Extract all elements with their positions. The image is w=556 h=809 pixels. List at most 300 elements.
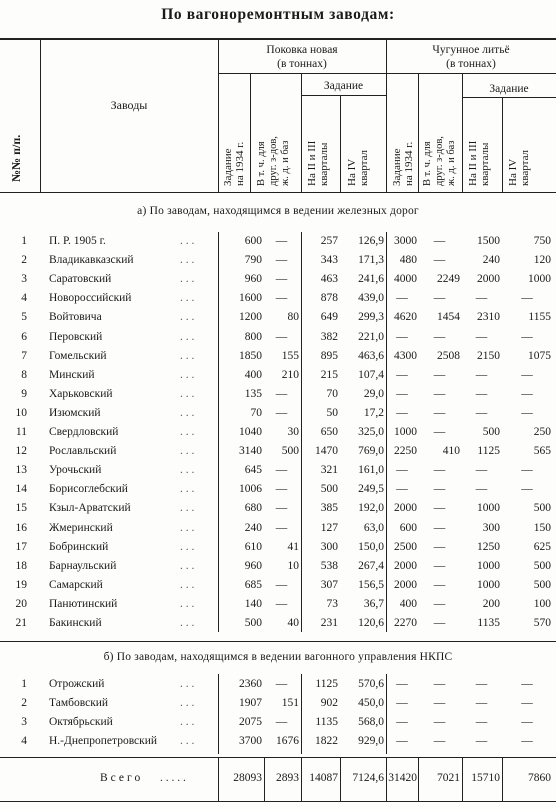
cell-value: — <box>433 387 446 400</box>
cell-value: 463,6 <box>358 349 384 362</box>
cell-value: — <box>521 735 533 747</box>
cell-value: 1000 <box>477 502 500 515</box>
cell-value: 2150 <box>477 349 500 362</box>
cell-value: 769,0 <box>358 445 384 458</box>
cell-value: — <box>475 678 488 690</box>
row-number: 9 <box>21 387 27 400</box>
cell-value: 1907 <box>239 697 262 709</box>
row-number: 3 <box>21 273 27 286</box>
dot-leader: . . . <box>180 254 195 267</box>
cell-value: 800 <box>244 330 262 343</box>
table-row <box>0 348 556 367</box>
dot-leader: . . . <box>180 368 195 381</box>
cell-value: — <box>275 235 288 247</box>
header-line: ж. д. и баз <box>446 140 457 186</box>
cell-value: 80 <box>287 311 299 324</box>
total-value: 14087 <box>309 772 338 784</box>
header-top-rule <box>0 38 556 40</box>
cell-value: 1000 <box>394 426 417 438</box>
cell-value: — <box>475 292 488 305</box>
plant-name: Свердловский <box>49 426 119 438</box>
cell-value: 600 <box>244 235 262 247</box>
header-line: Задание <box>222 148 234 186</box>
plant-name: Тамбовский <box>49 697 109 709</box>
cell-value: 685 <box>244 578 262 591</box>
cell-value: 625 <box>533 540 551 553</box>
cell-value: — <box>396 330 408 343</box>
cell-value: 645 <box>244 464 262 477</box>
cell-value: 73 <box>326 597 338 610</box>
dot-leader: . . . <box>180 502 195 515</box>
cell-value: 70 <box>326 387 338 400</box>
plant-name: Изюмский <box>49 406 101 419</box>
cell-value: 649 <box>320 311 338 324</box>
dot-leader: . . . <box>180 597 195 610</box>
cell-value: 1000 <box>477 559 500 572</box>
table-row <box>0 577 556 596</box>
cell-value: 2000 <box>394 578 417 591</box>
cell-value: — <box>433 559 446 572</box>
cell-value: — <box>433 678 446 690</box>
header-line: На IV <box>346 158 358 186</box>
cell-value: 600 <box>399 521 417 534</box>
cell-value: — <box>475 406 488 419</box>
cell-value: 2000 <box>394 559 417 572</box>
cell-value: — <box>396 387 408 400</box>
cell-value: 36,7 <box>363 597 384 610</box>
table-row <box>0 733 556 752</box>
cell-value: — <box>396 406 408 419</box>
cell-value: 1850 <box>239 349 262 362</box>
row-number: 2 <box>21 697 27 709</box>
table-row <box>0 676 556 695</box>
cell-value: 200 <box>482 597 500 610</box>
cell-value: — <box>433 716 446 728</box>
table-row <box>0 309 556 328</box>
total-label: Всего <box>100 772 144 784</box>
cell-value: 3000 <box>394 235 417 247</box>
cell-value: 1125 <box>315 678 338 690</box>
cell-value: 480 <box>399 254 417 267</box>
table-row <box>0 481 556 500</box>
cell-value: — <box>275 273 288 286</box>
dot-leader: . . . <box>180 521 195 534</box>
header-col-plants: Заводы <box>110 98 148 112</box>
cell-value: 610 <box>244 540 262 553</box>
header-divider <box>502 98 503 192</box>
cell-value: 2360 <box>239 678 262 690</box>
cell-value: — <box>521 716 533 728</box>
dot-leader: . . . <box>180 330 195 343</box>
dot-leader: . . . <box>180 426 195 438</box>
cell-value: 538 <box>320 559 338 572</box>
table-row <box>0 252 556 271</box>
cell-value: 439,0 <box>358 292 384 305</box>
cell-value: 3700 <box>239 735 262 747</box>
header-line: На II и III <box>306 140 318 186</box>
header-line: квартал <box>519 149 531 186</box>
row-number: 7 <box>21 349 27 362</box>
cell-value: 929,0 <box>358 735 384 747</box>
cell-value: — <box>521 483 533 496</box>
row-number: 15 <box>15 502 27 515</box>
header-casting-incl <box>422 136 458 186</box>
row-number: 21 <box>15 617 27 629</box>
cell-value: 299,3 <box>358 311 384 324</box>
cell-value: 2508 <box>437 349 460 362</box>
cell-value: 878 <box>320 292 338 305</box>
table-row <box>0 405 556 424</box>
cell-value: — <box>433 540 446 553</box>
header-forging-incl <box>256 136 292 186</box>
plant-name: Барнаульский <box>49 559 117 572</box>
header-group-casting-line1: Чугунное литьё <box>432 44 510 56</box>
table-row <box>0 539 556 558</box>
cell-value: 2075 <box>239 716 262 728</box>
plant-name: Саратовский <box>49 273 112 286</box>
cell-value: 2310 <box>477 311 500 324</box>
cell-value: 300 <box>320 540 338 553</box>
dot-leader: . . . <box>180 464 195 477</box>
cell-value: — <box>275 521 288 534</box>
cell-value: — <box>475 387 488 400</box>
cell-value: 240 <box>244 521 262 534</box>
row-number: 1 <box>21 235 27 247</box>
cell-value: — <box>433 292 446 305</box>
row-number: 14 <box>15 483 27 496</box>
cell-value: 1676 <box>276 735 299 747</box>
cell-value: 249,5 <box>358 483 384 496</box>
cell-value: 30 <box>287 426 299 438</box>
plant-name: Самарский <box>49 578 103 591</box>
header-line: В т. ч. для <box>422 141 433 186</box>
dot-leader: . . . <box>180 445 195 458</box>
total-leader: . . . . . <box>160 772 186 784</box>
cell-value: 902 <box>320 697 338 709</box>
cell-value: 210 <box>281 368 299 381</box>
header-subrule <box>301 95 386 96</box>
table-row <box>0 714 556 733</box>
header-group-forging <box>218 43 386 71</box>
header-forging-q4 <box>346 150 370 186</box>
cell-value: — <box>275 502 288 515</box>
dot-leader: . . . <box>180 292 195 305</box>
header-line: квартал <box>358 149 370 186</box>
cell-value: 790 <box>244 254 262 267</box>
dot-leader: . . . <box>180 387 195 400</box>
cell-value: — <box>433 521 446 534</box>
cell-value: — <box>433 235 446 247</box>
cell-value: 17,2 <box>363 406 384 419</box>
section-b-title: б) По заводам, находящимся в ведении вагонного управления НКПС <box>103 651 453 663</box>
page-title: По вагоноремонтным заводам: <box>161 6 395 23</box>
row-number: 19 <box>15 578 27 591</box>
plant-name: Октябрьский <box>49 716 113 728</box>
header-line: кварталы <box>479 142 491 186</box>
cell-value: 4300 <box>394 349 417 362</box>
row-number: 4 <box>21 292 27 305</box>
cell-value: — <box>521 406 533 419</box>
header-line: На II и III <box>467 140 479 186</box>
cell-value: 2000 <box>477 273 500 286</box>
cell-value: — <box>475 735 488 747</box>
section-a-title: а) По заводам, находящимся в ведении железных дорог <box>137 205 419 217</box>
cell-value: 1006 <box>239 483 262 496</box>
cell-value: 400 <box>244 368 262 381</box>
cell-value: 120,6 <box>358 617 384 629</box>
header-casting-task1934 <box>391 142 415 186</box>
cell-value: 231 <box>320 617 338 629</box>
cell-value: 1135 <box>477 617 500 629</box>
cell-value: — <box>396 735 408 747</box>
row-number: 18 <box>15 559 27 572</box>
dot-leader: . . . <box>180 540 195 553</box>
cell-value: — <box>433 406 446 419</box>
header-divider <box>418 74 419 192</box>
cell-value: — <box>433 368 446 381</box>
cell-value: — <box>396 678 408 690</box>
dot-leader: . . . <box>180 559 195 572</box>
cell-value: — <box>521 292 533 305</box>
cell-value: 29,0 <box>363 387 384 400</box>
cell-value: 500 <box>533 578 551 591</box>
header-divider <box>40 39 41 192</box>
cell-value: — <box>396 368 408 381</box>
header-divider <box>340 96 341 192</box>
cell-value: 750 <box>533 235 551 247</box>
cell-value: — <box>433 578 446 591</box>
cell-value: 2249 <box>437 273 460 286</box>
dot-leader: . . . <box>180 735 195 747</box>
header-bottom-rule <box>0 192 556 193</box>
cell-value: 1454 <box>437 311 460 324</box>
header-divider <box>250 74 251 192</box>
cell-value: — <box>275 678 288 690</box>
cell-value: 4000 <box>394 273 417 286</box>
header-forging-q23 <box>306 141 330 186</box>
cell-value: 10 <box>287 559 299 572</box>
cell-value: 500 <box>244 617 262 629</box>
total-value: 15710 <box>471 772 500 784</box>
plant-name: Харьковский <box>49 387 113 400</box>
cell-value: 321 <box>320 464 338 477</box>
cell-value: — <box>433 254 446 267</box>
plant-name: Владикавказский <box>49 254 134 267</box>
header-line: ж. д. и баз <box>280 140 291 186</box>
table-row <box>0 367 556 386</box>
cell-value: — <box>396 464 408 477</box>
cell-value: — <box>521 697 533 709</box>
total-value: 28093 <box>233 772 262 784</box>
cell-value: 1000 <box>477 578 500 591</box>
cell-value: 650 <box>320 426 338 438</box>
cell-value: — <box>521 387 533 400</box>
plant-name: Рославльский <box>49 445 117 458</box>
cell-value: 2500 <box>394 540 417 553</box>
header-line: на 1934 г. <box>234 141 246 186</box>
cell-value: 1470 <box>315 445 338 458</box>
cell-value: 63,0 <box>363 521 384 534</box>
table-row <box>0 443 556 462</box>
table-row <box>0 615 556 634</box>
plant-name: Панютинский <box>49 597 118 610</box>
cell-value: 960 <box>244 559 262 572</box>
total-rule <box>0 757 556 758</box>
dot-leader: . . . <box>180 716 195 728</box>
row-number: 3 <box>21 716 27 728</box>
row-number: 20 <box>15 597 27 610</box>
header-subrule <box>462 97 556 98</box>
row-number: 10 <box>15 406 27 419</box>
plant-name: П. Р. 1905 г. <box>49 235 106 247</box>
cell-value: 500 <box>482 426 500 438</box>
table-row <box>0 290 556 309</box>
header-line: На IV <box>507 158 519 186</box>
cell-value: 257 <box>320 235 338 247</box>
cell-value: 70 <box>250 406 262 419</box>
cell-value: 241,6 <box>358 273 384 286</box>
dot-leader: . . . <box>180 617 195 629</box>
plant-name: Бобринский <box>49 540 109 553</box>
cell-value: 1040 <box>239 426 262 438</box>
cell-value: 1000 <box>528 273 551 286</box>
section-rule <box>0 641 556 642</box>
cell-value: 215 <box>320 368 338 381</box>
header-line: друг. з-дов, <box>434 136 445 186</box>
cell-value: — <box>433 330 446 343</box>
table-row <box>0 271 556 290</box>
cell-value: 385 <box>320 502 338 515</box>
cell-value: — <box>433 464 446 477</box>
cell-value: 450,0 <box>358 697 384 709</box>
cell-value: 267,4 <box>358 559 384 572</box>
cell-value: 410 <box>442 445 460 458</box>
cell-value: 3140 <box>239 445 262 458</box>
cell-value: 1822 <box>315 735 338 747</box>
cell-value: — <box>433 426 446 438</box>
cell-value: — <box>275 483 288 496</box>
cell-value: — <box>433 597 446 610</box>
dot-leader: . . . <box>180 235 195 247</box>
dot-leader: . . . <box>180 483 195 496</box>
cell-value: 960 <box>244 273 262 286</box>
header-forging-task1934 <box>222 142 246 186</box>
cell-value: — <box>396 697 408 709</box>
cell-value: — <box>396 292 408 305</box>
cell-value: — <box>275 406 288 419</box>
cell-value: — <box>433 697 446 709</box>
dot-leader: . . . <box>180 273 195 286</box>
cell-value: 41 <box>287 540 299 553</box>
cell-value: 382 <box>320 330 338 343</box>
table-row <box>0 500 556 519</box>
dot-leader: . . . <box>180 349 195 362</box>
cell-value: 126,9 <box>358 235 384 247</box>
header-casting-q4 <box>507 150 531 186</box>
plant-name: Отрожский <box>49 678 105 690</box>
cell-value: — <box>275 292 288 305</box>
cell-value: 2270 <box>394 617 417 629</box>
total-value: 31420 <box>388 772 417 784</box>
table-row <box>0 520 556 539</box>
header-zadanie-forging: Задание <box>323 80 364 92</box>
row-number: 1 <box>21 678 27 690</box>
cell-value: — <box>475 368 488 381</box>
cell-value: — <box>475 716 488 728</box>
header-line: кварталы <box>318 142 330 186</box>
cell-value: 325,0 <box>358 426 384 438</box>
row-number: 6 <box>21 330 27 343</box>
table-row <box>0 596 556 615</box>
header-line: на 1934 г. <box>403 141 415 186</box>
cell-value: 127 <box>320 521 338 534</box>
cell-value: — <box>521 678 533 690</box>
cell-value: 120 <box>533 254 551 267</box>
header-group-forging-line2: (в тоннах) <box>277 58 327 70</box>
cell-value: — <box>275 597 288 610</box>
header-col-number: №№ п/п. <box>9 134 23 182</box>
plant-name: Минский <box>49 368 95 381</box>
cell-value: — <box>433 483 446 496</box>
row-number: 5 <box>21 311 27 324</box>
row-number: 2 <box>21 254 27 267</box>
cell-value: 171,3 <box>358 254 384 267</box>
cell-value: 400 <box>399 597 417 610</box>
header-casting-q23 <box>467 141 491 186</box>
cell-value: 155 <box>281 349 299 362</box>
cell-value: 2000 <box>394 502 417 515</box>
plant-name: Войтовича <box>49 311 102 324</box>
cell-value: 4620 <box>394 311 417 324</box>
row-number: 8 <box>21 368 27 381</box>
cell-value: 1600 <box>239 292 262 305</box>
cell-value: — <box>475 483 488 496</box>
header-line: В т. ч. для <box>256 141 267 186</box>
header-group-forging-line1: Поковка новая <box>266 44 338 56</box>
row-number: 16 <box>15 521 27 534</box>
cell-value: — <box>433 617 446 629</box>
total-value: 7021 <box>437 772 460 784</box>
plant-name: Бакинский <box>49 617 102 629</box>
plant-name: Жмеринский <box>49 521 113 534</box>
cell-value: 1200 <box>239 311 262 324</box>
cell-value: — <box>275 387 288 400</box>
cell-value: — <box>275 330 288 343</box>
plant-name: Перовский <box>49 330 103 343</box>
total-row <box>0 770 556 789</box>
row-number: 4 <box>21 735 27 747</box>
cell-value: 300 <box>482 521 500 534</box>
header-line: друг. з-дов, <box>268 136 279 186</box>
plant-name: Н.-Днепропетровский <box>49 735 158 747</box>
cell-value: 500 <box>533 502 551 515</box>
plant-name: Гомельский <box>49 349 107 362</box>
cell-value: 156,5 <box>358 578 384 591</box>
table-row <box>0 386 556 405</box>
header-group-casting <box>386 43 556 71</box>
bottom-rule <box>0 801 556 802</box>
row-number: 12 <box>15 445 27 458</box>
cell-value: 240 <box>482 254 500 267</box>
table-row <box>0 558 556 577</box>
row-number: 17 <box>15 540 27 553</box>
cell-value: 2250 <box>394 445 417 458</box>
plant-name: Новороссийский <box>49 292 132 305</box>
cell-value: 50 <box>326 406 338 419</box>
header-subrule <box>218 73 556 74</box>
cell-value: 161,0 <box>358 464 384 477</box>
total-value: 2893 <box>276 772 299 784</box>
